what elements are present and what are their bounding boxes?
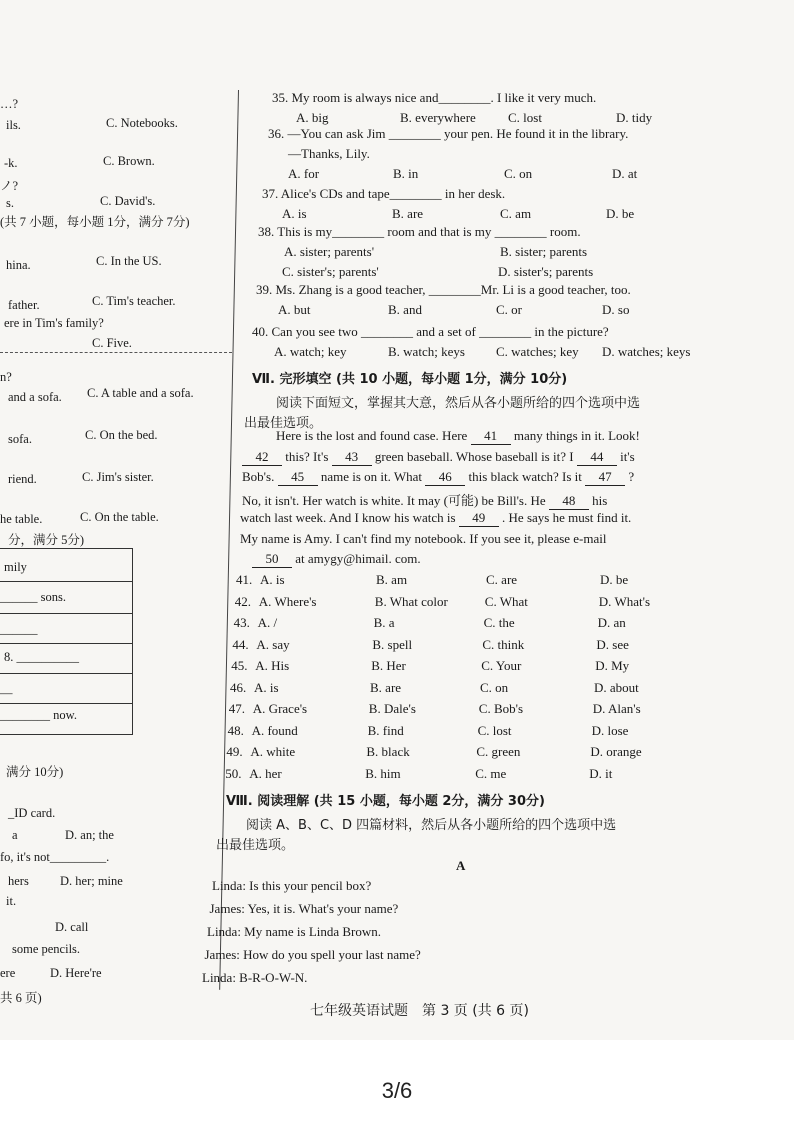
- left-fragment-text: _ID card.: [8, 806, 56, 820]
- item-number: 43.: [233, 615, 250, 630]
- left-fragment-text: 8. __________: [4, 650, 79, 664]
- left-fragment-text: ノ?: [0, 179, 19, 193]
- option: C. or: [496, 302, 522, 317]
- option: A. /: [257, 615, 278, 630]
- left-fragment-text: it.: [6, 894, 17, 908]
- option: D. orange: [590, 744, 642, 759]
- left-fragment-text: C. Five.: [92, 336, 132, 350]
- option: B. am: [376, 572, 408, 587]
- option: D. an: [597, 615, 626, 630]
- option: B. find: [367, 722, 404, 738]
- passage-text: this? It's: [282, 448, 332, 464]
- passage-line: [240, 510, 631, 527]
- section-viii-instruction-2: 出最佳选项。: [216, 838, 295, 853]
- option: C. sister's; parents': [282, 264, 379, 279]
- option: D. be: [606, 206, 635, 221]
- option: A. her: [249, 765, 282, 781]
- left-fragment-text: (共 7 小题，每小题 1分，满分 7分): [0, 215, 190, 229]
- cloze-blank: 42: [242, 449, 282, 466]
- section-viii-instruction: 阅读 A、B、C、D 四篇材料，然后从各小题所给的四个选项中选: [246, 818, 617, 833]
- option: A. white: [250, 744, 296, 759]
- passage-text: name is on it. What: [317, 469, 426, 484]
- left-fragment-text: C. Tim's teacher.: [92, 294, 176, 308]
- option: B. What color: [374, 593, 448, 609]
- option: C. on: [480, 679, 509, 695]
- left-fragment-text: mily: [4, 560, 27, 574]
- option: C. think: [482, 636, 525, 652]
- left-fragment-text: -k.: [4, 156, 18, 170]
- left-fragment-text: father.: [8, 298, 40, 312]
- section-vii-instruction-2: 出最佳选项。: [244, 416, 323, 431]
- left-fragment-text: fo, it's not_________.: [0, 850, 110, 864]
- option: C. me: [475, 765, 507, 781]
- option: C. on: [504, 166, 533, 181]
- option: B. spell: [372, 636, 413, 652]
- section-viii-heading: Ⅷ. 阅读理解 (共 15 小题，每小题 2分，满分 30分): [226, 794, 545, 809]
- option: B. Her: [371, 658, 406, 673]
- option: C. watches; key: [496, 344, 579, 359]
- question-stem: 38. This is my________ room and that is my ________ room.: [258, 224, 581, 239]
- cloze-blank: 48: [549, 493, 589, 510]
- option: D. see: [596, 636, 629, 652]
- left-fragment-text: he table.: [0, 512, 43, 526]
- left-fragment-text: hers: [8, 874, 29, 888]
- option: D. so: [602, 302, 630, 317]
- question-stem: 40. Can you see two ________ and a set of ________ in the picture?: [252, 324, 609, 339]
- left-fragment-text: 分，满分 5分): [8, 533, 85, 547]
- dialogue-line: James: How do you spell your last name?: [204, 947, 421, 962]
- passage-text: No, it isn't. Her watch is white. It may (可能) be Bill's. He: [242, 492, 549, 508]
- passage-text: green baseball. Whose baseball is it? I: [371, 448, 577, 464]
- item-number: 46.: [230, 679, 247, 695]
- passage-text: ?: [625, 469, 635, 484]
- option: A. Where's: [258, 593, 317, 609]
- option: C. am: [500, 206, 532, 221]
- left-fragment-text: C. Jim's sister.: [82, 470, 154, 484]
- item-number: 42.: [234, 593, 252, 609]
- option: B. are: [370, 679, 402, 695]
- left-fragment-text: s.: [6, 196, 14, 210]
- option: A. watch; key: [274, 344, 347, 359]
- option: C. green: [476, 744, 521, 759]
- option: D. What's: [598, 593, 651, 609]
- option: D. at: [612, 166, 638, 181]
- option: D. about: [594, 679, 639, 695]
- passage-text: it's: [616, 448, 635, 464]
- cloze-blank: 44: [577, 449, 617, 466]
- left-fragment-text: C. A table and a sofa.: [87, 386, 194, 400]
- passage-text: this black watch? Is it: [465, 469, 586, 484]
- question-stem: 36. —You can ask Jim ________ your pen. He found it in the library.: [268, 126, 629, 141]
- left-fragment-text: n?: [0, 370, 12, 384]
- option: C. the: [483, 615, 515, 630]
- cloze-blank: 43: [332, 449, 372, 466]
- option: B. and: [388, 302, 422, 317]
- option: C. are: [486, 572, 518, 587]
- dialogue-line: James: Yes, it is. What's your name?: [209, 901, 399, 916]
- item-number: 44.: [232, 636, 249, 652]
- question-stem: 37. Alice's CDs and tape________ in her desk.: [262, 186, 506, 201]
- left-fragment-text: ere in Tim's family?: [4, 316, 104, 330]
- item-number: 49.: [226, 744, 243, 759]
- left-fragment-text: C. On the bed.: [85, 428, 158, 442]
- item-number: 47.: [228, 701, 246, 716]
- left-fragment-text: sofa.: [8, 432, 32, 446]
- left-fragment-text: ils.: [6, 118, 21, 132]
- left-fragment-text: 满分 10分): [6, 765, 64, 779]
- option: A. found: [251, 722, 298, 738]
- option: B. in: [393, 166, 419, 181]
- item-number: 45.: [231, 658, 248, 673]
- option: C. What: [484, 593, 528, 609]
- passage-line: [242, 490, 607, 510]
- left-fragment-text: C. Brown.: [103, 154, 155, 168]
- page-footer: 七年级英语试题 第 3 页 (共 6 页): [310, 1003, 529, 1019]
- item-number: 50.: [225, 765, 242, 781]
- section-vii-instruction: 阅读下面短文，掌握其大意，然后从各小题所给的四个选项中选: [276, 396, 641, 411]
- passage-text: his: [588, 492, 608, 508]
- option: A. but: [278, 302, 311, 317]
- option: D. be: [600, 572, 629, 587]
- option: D. watches; keys: [602, 344, 691, 359]
- passage-text: Here is the lost and found case. Here: [276, 428, 471, 443]
- option: A. say: [256, 636, 290, 652]
- left-fragment-text: riend.: [8, 472, 37, 486]
- left-fragment-text: ere: [0, 966, 16, 980]
- cloze-blank: 46: [425, 469, 465, 486]
- passage-text: . He says he must find it.: [498, 510, 632, 525]
- left-fragment-text: —: [0, 686, 13, 700]
- option: B. Dale's: [368, 701, 416, 716]
- option: A. is: [260, 572, 285, 587]
- left-fragment-text: and a sofa.: [8, 390, 62, 404]
- question-stem: 39. Ms. Zhang is a good teacher, ________Mr. Li is a good teacher, too.: [256, 282, 631, 297]
- left-fragment-text: …?: [0, 97, 19, 111]
- dialogue-line: Linda: Is this your pencil box?: [212, 878, 372, 893]
- passage-line: [242, 469, 634, 486]
- left-fragment-text: C. On the table.: [80, 510, 159, 524]
- left-fragment-text: D. an; the: [65, 828, 114, 842]
- passage-text: at amygy@himail. com.: [292, 551, 421, 566]
- left-fragment-text: C. In the US.: [96, 254, 162, 268]
- option: D. Alan's: [592, 701, 641, 716]
- left-fragment-text: D. call: [55, 920, 89, 934]
- left-fragment-text: C. David's.: [100, 194, 156, 208]
- option: A. Grace's: [252, 701, 308, 716]
- cloze-blank: 41: [471, 428, 511, 445]
- option: A. is: [254, 679, 279, 695]
- option: C. lost: [508, 110, 542, 125]
- option: A. sister; parents': [284, 244, 375, 259]
- dialogue-line: Linda: B-R-O-W-N.: [202, 970, 308, 985]
- passage-text: watch last week. And I know his watch is: [240, 510, 459, 525]
- option: D. lose: [591, 722, 629, 738]
- passage-line: [276, 428, 640, 445]
- passage-text: My name is Amy. I can't find my notebook. If you see it, please e-mail: [240, 530, 607, 546]
- option: D. My: [595, 658, 630, 673]
- passage-label: A: [456, 858, 466, 873]
- left-fragment-text: D. her; mine: [60, 874, 123, 888]
- option: C. Bob's: [478, 701, 524, 716]
- option: B. a: [373, 615, 395, 630]
- passage-line: [240, 531, 607, 547]
- cloze-blank: 45: [278, 469, 318, 486]
- option: A. is: [282, 206, 307, 221]
- cloze-blank: 49: [459, 510, 499, 527]
- option: B. watch; keys: [388, 344, 465, 359]
- left-fragment-text: D. Here're: [50, 966, 102, 980]
- cloze-blank: 47: [585, 469, 625, 486]
- left-fragment-text: ______: [0, 622, 38, 636]
- left-fragment-text: a: [12, 828, 18, 842]
- dialogue-line: Linda: My name is Linda Brown.: [207, 924, 382, 939]
- option: A. His: [255, 658, 290, 673]
- left-fragment-text: C. Notebooks.: [106, 116, 178, 130]
- option: A. for: [288, 166, 320, 181]
- left-fragment-text: some pencils.: [12, 942, 81, 956]
- passage-line: [252, 551, 421, 568]
- cloze-blank: 50: [252, 551, 292, 568]
- option: D. sister's; parents: [498, 264, 594, 279]
- left-fragment-text: 共 6 页): [0, 991, 42, 1005]
- option: C. Your: [481, 658, 522, 673]
- option: B. everywhere: [400, 110, 476, 125]
- left-fragment-text: ______ sons.: [0, 590, 66, 604]
- passage-text: many things in it. Look!: [510, 428, 640, 443]
- item-number: 48.: [227, 722, 244, 738]
- option: B. him: [365, 765, 401, 781]
- left-fragment-text: ________ now.: [0, 708, 77, 722]
- page-indicator: 3/6: [381, 1078, 413, 1103]
- option: D. tidy: [616, 110, 653, 125]
- option: A. big: [296, 110, 329, 125]
- left-fragment-text: hina.: [6, 258, 31, 272]
- option: B. are: [392, 206, 424, 221]
- option: B. sister; parents: [500, 244, 588, 259]
- question-stem: 35. My room is always nice and________. I like it very much.: [272, 90, 597, 105]
- section-vii-heading: Ⅶ. 完形填空 (共 10 小题，每小题 1分，满分 10分): [252, 372, 568, 387]
- passage-text: Bob's.: [242, 469, 278, 484]
- passage-line: [242, 449, 635, 466]
- question-reply: —Thanks, Lily.: [288, 146, 370, 161]
- item-number: 41.: [236, 572, 253, 587]
- option: B. black: [366, 744, 410, 759]
- option: C. lost: [477, 722, 512, 738]
- option: D. it: [589, 765, 613, 781]
